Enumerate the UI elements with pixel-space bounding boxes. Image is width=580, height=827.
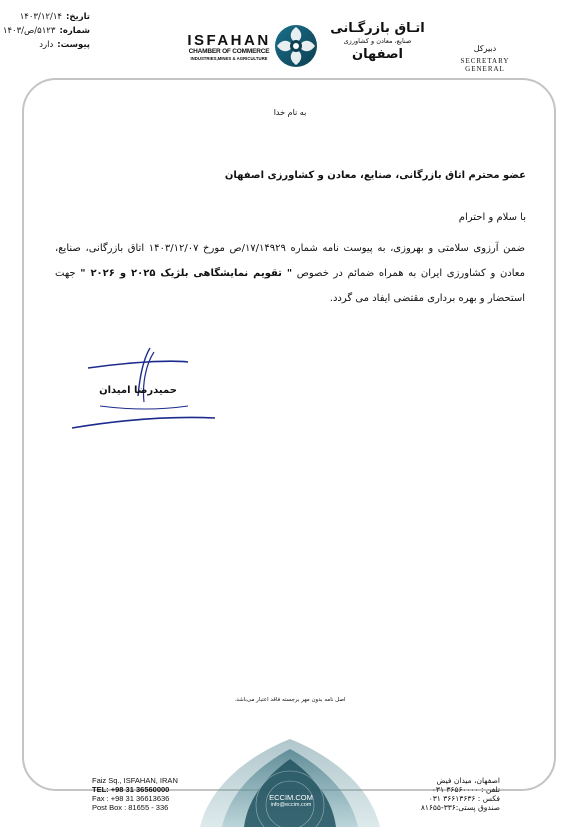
letter-meta <box>2 10 90 52</box>
footer-fa-pobox: صندوق پستی:۳۳۶-۸۱۶۵۵ <box>420 803 500 812</box>
body-part2: جهت استحضار و بهره برداری مقتضی ایفاد می گردد. <box>55 268 525 304</box>
greeting-line: با سلام و احترام <box>458 212 526 223</box>
footer-en-tel: TEL: +98 31 36560000 <box>92 785 170 794</box>
attachment-label: پیوست: <box>57 40 90 50</box>
footer-fa-tel: تلفن : ۳۶۵۶۰۰۰۰ ۰۳۱ <box>431 785 500 794</box>
header-fa-line3: اصفهان <box>352 47 403 62</box>
footer-fa-address: اصفهان، میدان فیض <box>436 776 500 785</box>
attachment-row <box>8 38 90 52</box>
footer-persian-contact <box>400 776 500 812</box>
secretariat-label <box>440 44 530 73</box>
footer-en-fax: Fax : +98 31 36613636 <box>92 794 170 803</box>
recipient-line: عضو محترم اتاق بازرگانی، صنایع، معادن و کشاورزی اصفهان <box>224 170 526 181</box>
body-part1: ضمن آرزوی سلامتی و بهروزی، به پیوست نامه شماره ۱۷/۱۴۹۲۹/ص مورخ ۱۴۰۳/۱۲/۰۷ اتاق بازرگانی، صنایع، معادن و کشاورزی ایران به همراه ضمائم در خصوص <box>55 243 525 279</box>
footer-english-contact <box>92 776 212 812</box>
letter-body <box>55 236 525 311</box>
footer-en-address: Faiz Sq., ISFAHAN, IRAN <box>92 776 178 785</box>
bismillah: به نام خدا <box>273 108 307 117</box>
header-persian-name <box>320 22 435 61</box>
footer-fa-fax: فکس : ۳۶۶۱۳۶۳۶ ۰۳۱ <box>428 794 500 803</box>
footer-website[interactable]: ECCIM.COM <box>269 793 313 802</box>
body-bold-subject: " تقویم نمایشگاهی بلژیک ۲۰۲۵ و ۲۰۲۶ " <box>80 268 293 279</box>
number-label: شماره: <box>59 26 90 36</box>
number-value: ۵۱۲۳/ص/۱۴۰۳ <box>2 26 56 36</box>
footer-en-pobox: Post Box : 81655 - 336 <box>92 803 169 812</box>
header-english-name <box>183 33 275 62</box>
chamber-logo-icon <box>273 23 319 69</box>
date-value: ۱۴۰۳/۱۲/۱۴ <box>19 12 62 22</box>
date-label: تاریخ: <box>66 12 90 22</box>
footer-emblem-icon <box>200 735 380 827</box>
header-en-sub: INDUSTRIES,MINES & AGRICULTURE <box>190 56 268 61</box>
header-en-chamber: CHAMBER OF COMMERCE <box>188 48 270 55</box>
page-frame <box>22 78 556 791</box>
date-row <box>8 10 90 24</box>
header-fa-line1: اتـاق بازرگـانی <box>330 21 425 36</box>
secretariat-fa: دبیرکل <box>473 44 497 53</box>
footer-web <box>258 793 324 808</box>
header-fa-line2: صنایع، معادن و کشاورزی <box>343 37 412 45</box>
number-row <box>2 24 90 38</box>
footer-email[interactable]: info@eccim.com <box>270 802 312 808</box>
header-en-title: ISFAHAN <box>187 32 271 49</box>
signature-name: حمیدرضا امیدان <box>99 385 177 396</box>
secretariat-en: SECRETARY GENERAL <box>460 57 510 73</box>
stamp-note: اصل نامه بدون مهر برجسته فاقد اعتبار می‌باشد. <box>234 697 346 703</box>
attachment-value: دارد <box>39 40 54 50</box>
